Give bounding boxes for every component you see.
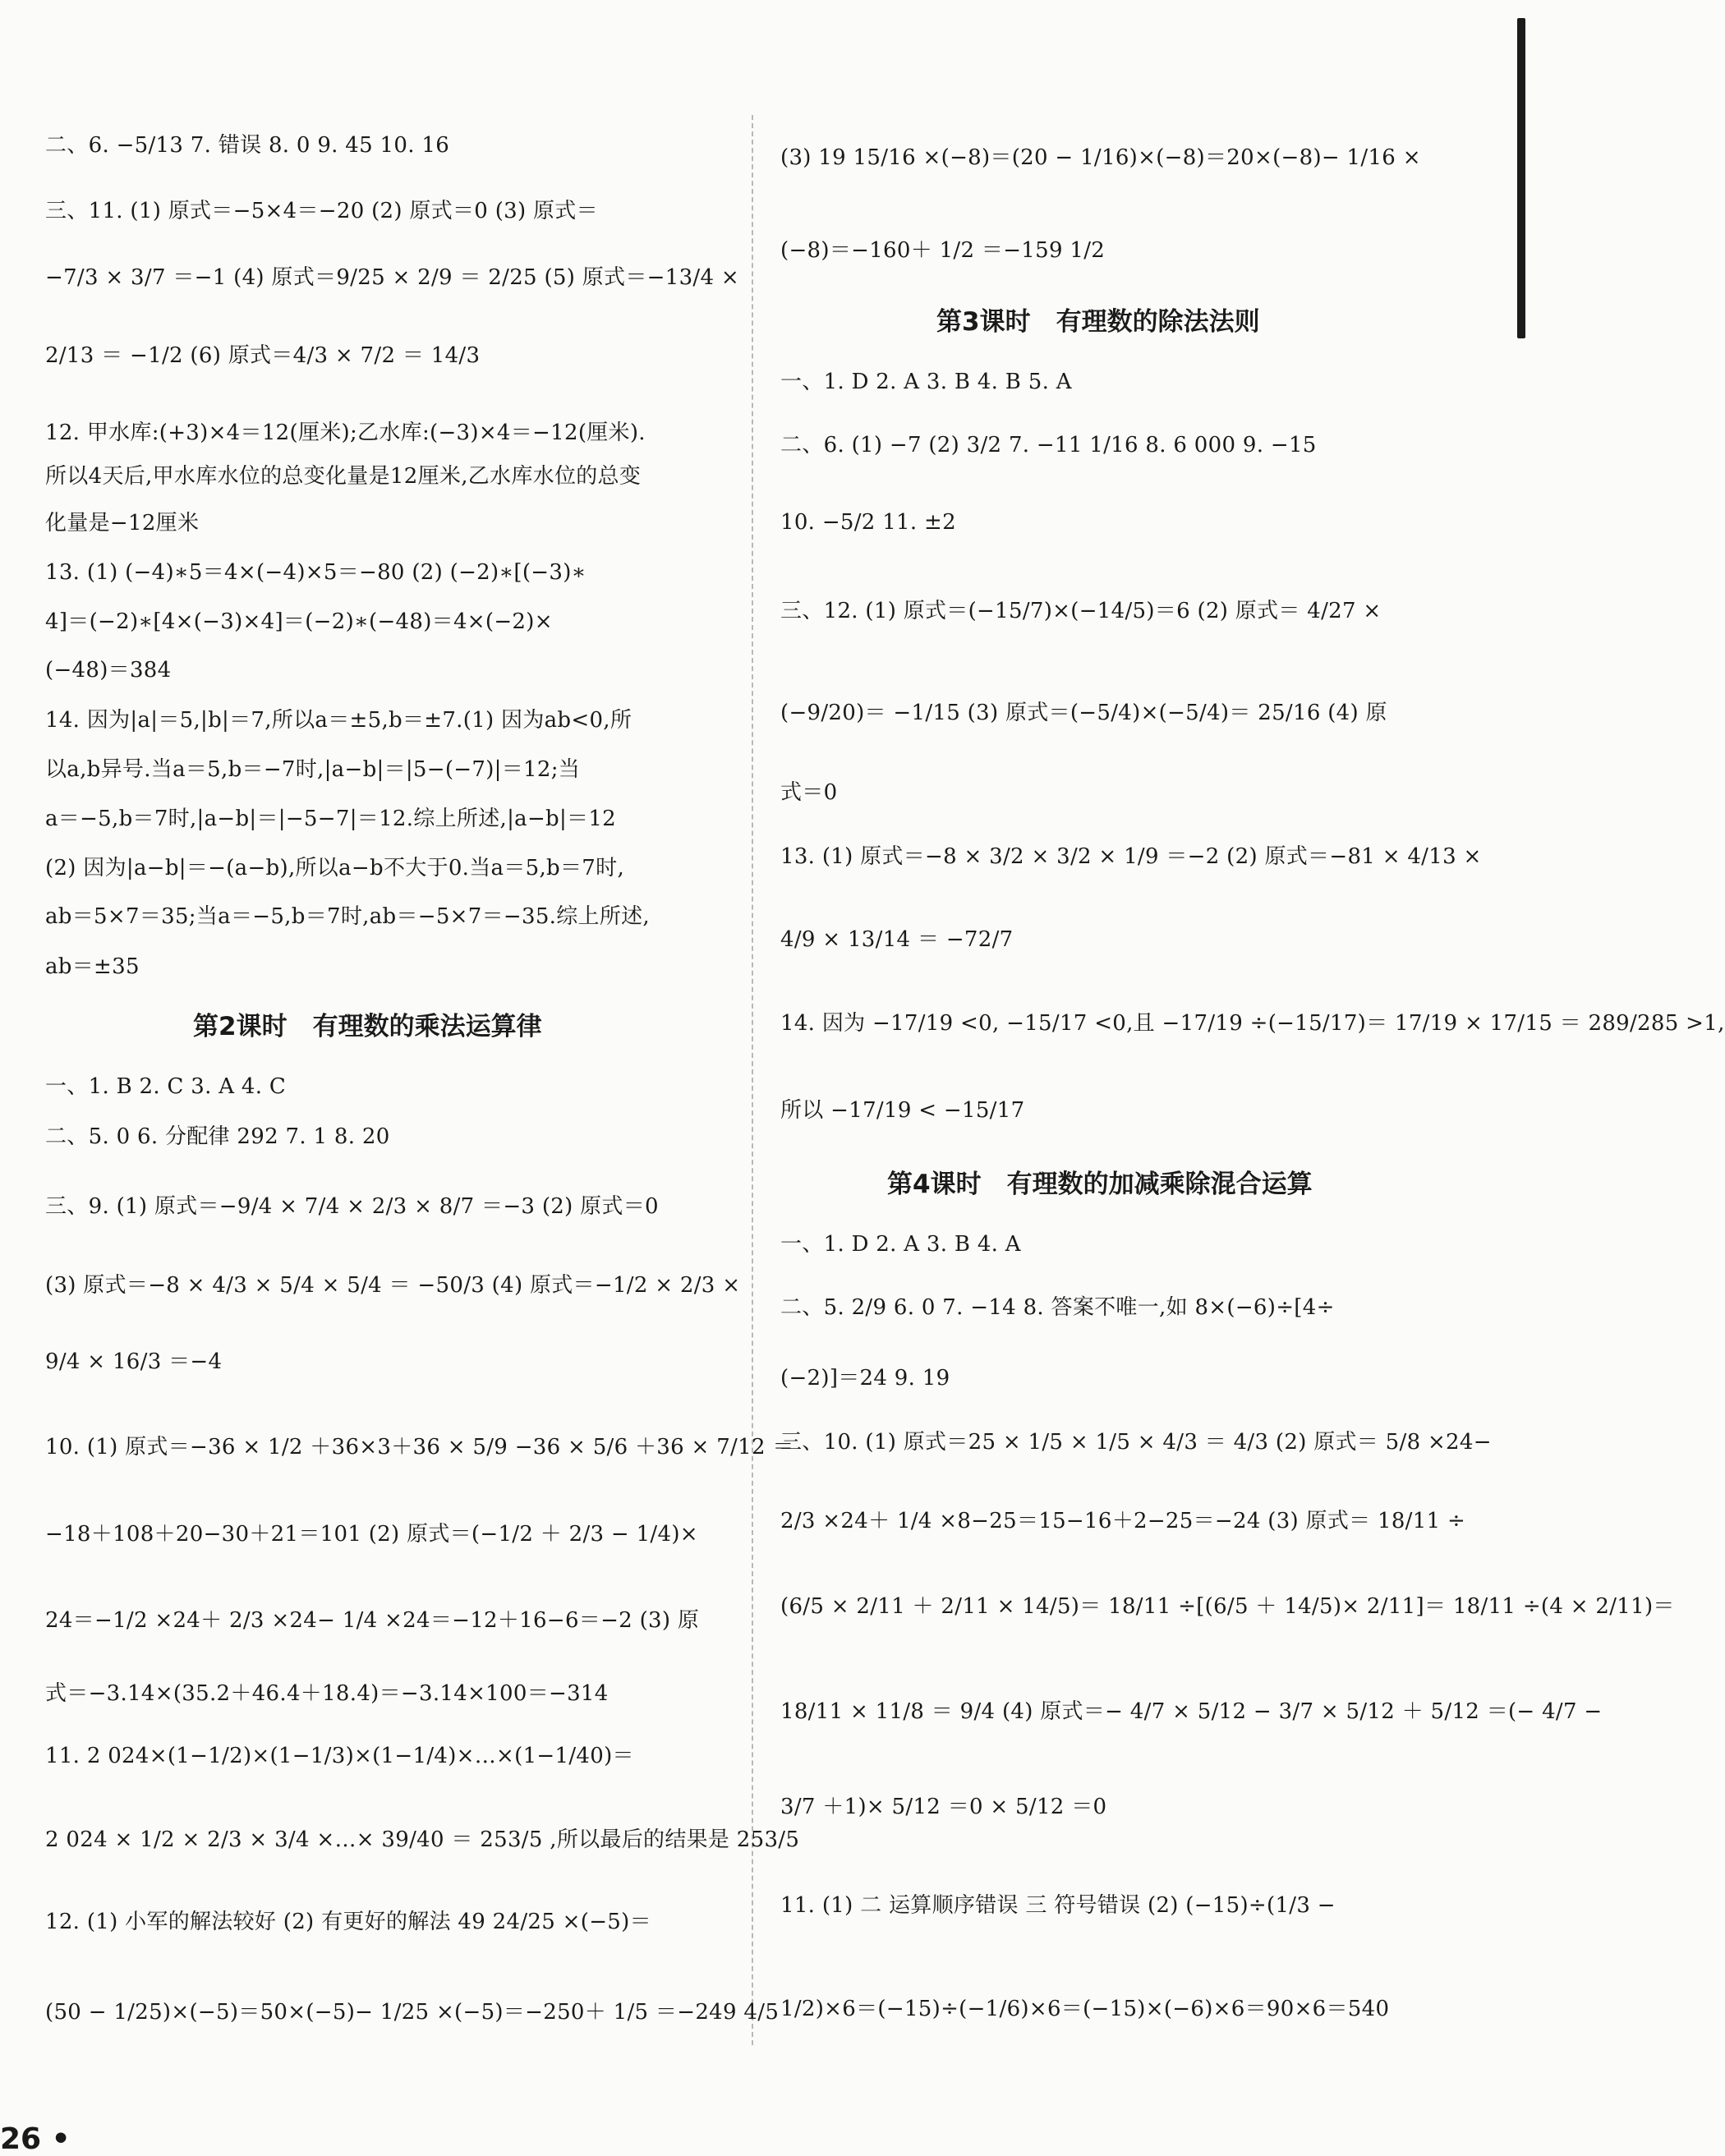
section-title: 第3课时 有理数的除法法则	[936, 307, 1260, 337]
answer-line: 11. 2 024×(1−1/2)×(1−1/3)×(1−1/4)×…×(1−1/40)＝	[45, 1744, 634, 1768]
answer-line: 二、5. 2/9 6. 0 7. −14 8. 答案不唯一,如 8×(−6)÷[4÷	[780, 1295, 1335, 1320]
answer-line: ab＝±35	[45, 954, 140, 979]
answer-line: 一、1. B 2. C 3. A 4. C	[45, 1074, 287, 1099]
answer-line: 一、1. D 2. A 3. B 4. B 5. A	[780, 370, 1072, 394]
answer-line: (3) 19 15/16 ×(−8)＝(20 − 1/16)×(−8)＝20×(−8)− 1/16 ×	[780, 145, 1421, 170]
answer-line: 二、6. −5/13 7. 错误 8. 0 9. 45 10. 16	[45, 133, 450, 158]
answer-line: 12. 甲水库:(+3)×4＝12(厘米);乙水库:(−3)×4＝−12(厘米).	[45, 421, 646, 445]
section-title: 第2课时 有理数的乘法运算律	[193, 1012, 542, 1041]
answer-line: (3) 原式＝−8 × 4/3 × 5/4 × 5/4 ＝ −50/3 (4) 原式＝−1/2 × 2/3 ×	[45, 1273, 741, 1298]
answer-line: 所以 −17/19 < −15/17	[780, 1098, 1025, 1123]
answer-line: 4/9 × 13/14 ＝ −72/7	[780, 927, 1014, 952]
answer-line: (−2)]＝24 9. 19	[780, 1366, 950, 1391]
answer-line: 三、9. (1) 原式＝−9/4 × 7/4 × 2/3 × 8/7 ＝−3 (2) 原式＝0	[45, 1194, 659, 1219]
answer-line: 三、11. (1) 原式＝−5×4＝−20 (2) 原式＝0 (3) 原式＝	[45, 199, 598, 223]
answer-line: 10. −5/2 11. ±2	[780, 510, 956, 535]
answer-line: 三、12. (1) 原式＝(−15/7)×(−14/5)＝6 (2) 原式＝ 4/27 ×	[780, 599, 1382, 623]
answer-line: 10. (1) 原式＝−36 × 1/2 ＋36×3＋36 × 5/9 −36 × 5/6 ＋36 × 7/12 ＝	[45, 1435, 794, 1460]
answer-line: −7/3 × 3/7 ＝−1 (4) 原式＝9/25 × 2/9 ＝ 2/25 (5) 原式＝−13/4 ×	[45, 265, 739, 290]
answer-line: 式＝0	[780, 780, 838, 805]
answer-line: (2) 因为|a−b|＝−(a−b),所以a−b不大于0.当a＝5,b＝7时,	[45, 856, 625, 880]
answer-line: (−9/20)＝ −1/15 (3) 原式＝(−5/4)×(−5/4)＝ 25/16 (4) 原	[780, 701, 1387, 725]
answer-line: 12. (1) 小军的解法较好 (2) 有更好的解法 49 24/25 ×(−5)＝	[45, 1910, 651, 1934]
answer-line: 13. (1) 原式＝−8 × 3/2 × 3/2 × 1/9 ＝−2 (2) 原式＝−81 × 4/13 ×	[780, 844, 1482, 869]
answer-line: 1/2)×6＝(−15)÷(−1/6)×6＝(−15)×(−6)×6＝90×6＝540	[780, 1997, 1390, 2021]
answer-line: 所以4天后,甲水库水位的总变化量是12厘米,乙水库水位的总变	[45, 464, 642, 489]
answer-line: (−48)＝384	[45, 658, 172, 683]
answer-line: (−8)＝−160＋ 1/2 ＝−159 1/2	[780, 238, 1106, 263]
answer-line: 以a,b异号.当a＝5,b＝−7时,|a−b|＝|5−(−7)|＝12;当	[45, 757, 581, 782]
answer-line: (50 − 1/25)×(−5)＝50×(−5)− 1/25 ×(−5)＝−250＋ 1/5 ＝−249 4/5	[45, 2000, 780, 2025]
answer-line: 三、10. (1) 原式＝25 × 1/5 × 1/5 × 4/3 ＝ 4/3 (2) 原式＝ 5/8 ×24−	[780, 1430, 1492, 1455]
answer-line: 化量是−12厘米	[45, 511, 200, 536]
section-title: 第4课时 有理数的加减乘除混合运算	[887, 1170, 1313, 1199]
edge-bar	[1517, 18, 1525, 338]
answer-line: (6/5 × 2/11 ＋ 2/11 × 14/5)＝ 18/11 ÷[(6/5 ＋ 14/5)× 2/11]＝ 18/11 ÷(4 × 2/11)＝	[780, 1594, 1675, 1619]
answer-line: 二、6. (1) −7 (2) 3/2 7. −11 1/16 8. 6 000 9. −15	[780, 433, 1317, 457]
column-divider	[752, 115, 753, 2045]
answer-line: 2/3 ×24＋ 1/4 ×8−25＝15−16＋2−25＝−24 (3) 原式＝ 18/11 ÷	[780, 1509, 1466, 1533]
answer-line: 3/7 ＋1)× 5/12 ＝0 × 5/12 ＝0	[780, 1795, 1107, 1819]
answer-line: 14. 因为|a|＝5,|b|＝7,所以a＝±5,b＝±7.(1) 因为ab<0,所	[45, 708, 632, 733]
answer-line: 2/13 ＝ −1/2 (6) 原式＝4/3 × 7/2 ＝ 14/3	[45, 343, 481, 368]
answer-line: 二、5. 0 6. 分配律 292 7. 1 8. 20	[45, 1124, 390, 1149]
answer-line: ab＝5×7＝35;当a＝−5,b＝7时,ab＝−5×7＝−35.综上所述,	[45, 904, 650, 929]
answer-line: 一、1. D 2. A 3. B 4. A	[780, 1232, 1021, 1257]
answer-line: 14. 因为 −17/19 <0, −15/17 <0,且 −17/19 ÷(−15/17)＝ 17/19 × 17/15 ＝ 289/285 >1,	[780, 1011, 1725, 1036]
answer-line: 18/11 × 11/8 ＝ 9/4 (4) 原式＝− 4/7 × 5/12 − 3/7 × 5/12 ＋ 5/12 ＝(− 4/7 −	[780, 1699, 1603, 1724]
answer-line: 11. (1) 二 运算顺序错误 三 符号错误 (2) (−15)÷(1/3 −	[780, 1893, 1336, 1918]
answer-line: −18＋108＋20−30＋21＝101 (2) 原式＝(−1/2 ＋ 2/3 − 1/4)×	[45, 1522, 698, 1547]
answer-line: a＝−5,b＝7时,|a−b|＝|−5−7|＝12.综上所述,|a−b|＝12	[45, 807, 617, 831]
answer-line: 9/4 × 16/3 ＝−4	[45, 1349, 223, 1374]
answer-line: 13. (1) (−4)∗5＝4×(−4)×5＝−80 (2) (−2)∗[(−3)∗	[45, 560, 586, 585]
page-number: 26 •	[0, 2122, 71, 2156]
answer-line: 24＝−1/2 ×24＋ 2/3 ×24− 1/4 ×24＝−12＋16−6＝−2 (3) 原	[45, 1608, 700, 1633]
answer-line: 式＝−3.14×(35.2＋46.4＋18.4)＝−3.14×100＝−314	[45, 1681, 609, 1706]
answer-line: 4]＝(−2)∗[4×(−3)×4]＝(−2)∗(−48)＝4×(−2)×	[45, 609, 553, 634]
answer-line: 2 024 × 1/2 × 2/3 × 3/4 ×…× 39/40 ＝ 253/5 ,所以最后的结果是 253/5	[45, 1827, 800, 1852]
